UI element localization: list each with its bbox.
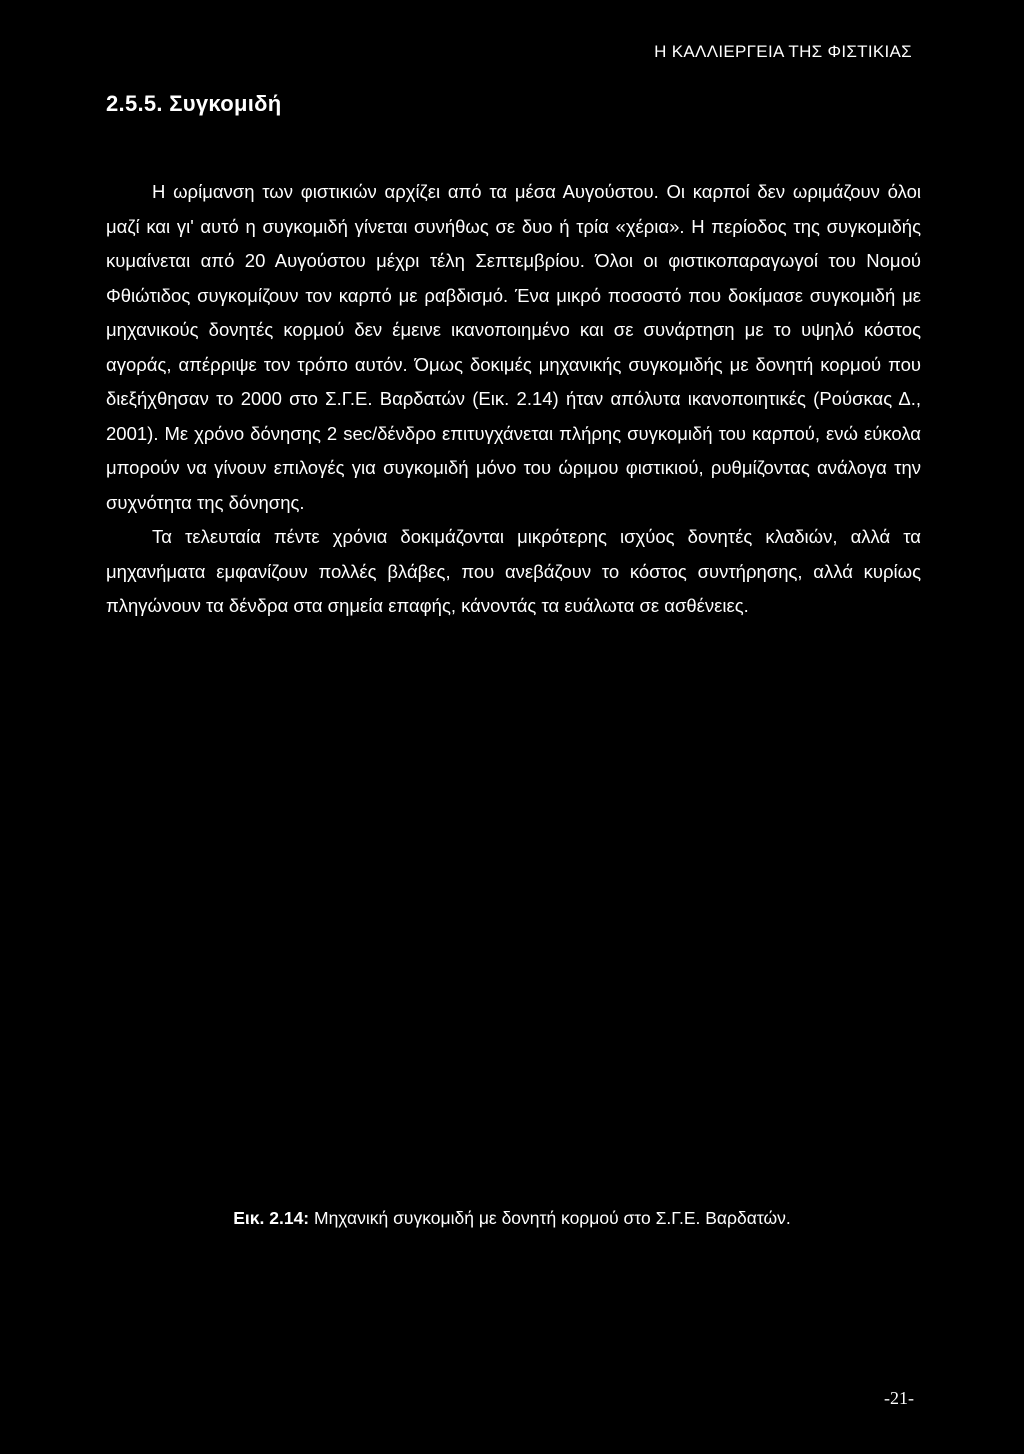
body-text	[106, 175, 921, 624]
figure-caption	[0, 1208, 1024, 1229]
paragraph-branch-shakers: Τα τελευταία πέντε χρόνια δοκιμάζονται μικρότερης ισχύος δονητές κλαδιών, αλλά τα μηχανήματα εμφανίζουν πολλές βλάβες, που ανεβάζουν το κόστος συντήρησης, αλλά κυρίως πληγώνουν τα δένδρα στα σημεία επαφής, κάνοντάς τα ευάλωτα σε ασθένειες.	[106, 526, 921, 616]
figure-caption-label: Εικ. 2.14:	[233, 1208, 310, 1228]
page-number: -21-	[884, 1388, 914, 1408]
paragraph-harvest-timing: Η ωρίμανση των φιστικιών αρχίζει από τα μέσα Αυγούστου. Οι καρποί δεν ωριμάζουν όλοι μαζί και γι' αυτό η συγκομιδή γίνεται συνήθως σε δυο ή τρία «χέρια». Η περίοδος της συγκομιδής κυμαίνεται από 20 Αυγούστου μέχρι τέλη Σεπτεμβρίου. Όλοι οι φιστικοπαραγωγοί του Νομού Φθιώτιδος συγκομίζουν τον καρπό με ραβδισμό. Ένα μικρό ποσοστό που δοκίμασε συγκομιδή με μηχανικούς δονητές κορμού δεν έμεινε ικανοποιημένο και σε συνάρτηση με το υψηλό κόστος αγοράς, απέρριψε τον τρόπο αυτόν. Όμως δοκιμές μηχανικής συγκομιδής με δονητή κορμού που διεξήχθησαν το 2000 στο Σ.Γ.Ε. Βαρδατών (Εικ. 2.14) ήταν απόλυτα ικανοποιητικές (Ρούσκας Δ., 2001). Με χρόνο δόνησης 2 sec/δένδρο επιτυγχάνεται πλήρης συγκομιδή του καρπού, ενώ εύκολα μπορούν να γίνουν επιλογές για συγκομιδή μόνο του ώριμου φιστικιού, ρυθμίζοντας ανάλογα την συχνότητα της δόνησης.	[106, 181, 921, 513]
running-header: Η ΚΑΛΛΙΕΡΓΕΙΑ ΤΗΣ ΦΙΣΤΙΚΙΑΣ	[654, 42, 912, 61]
section-heading: 2.5.5. Συγκομιδή	[106, 91, 282, 116]
figure-caption-text: Μηχανική συγκομιδή με δονητή κορμού στο Σ.Γ.Ε. Βαρδατών.	[314, 1208, 791, 1228]
